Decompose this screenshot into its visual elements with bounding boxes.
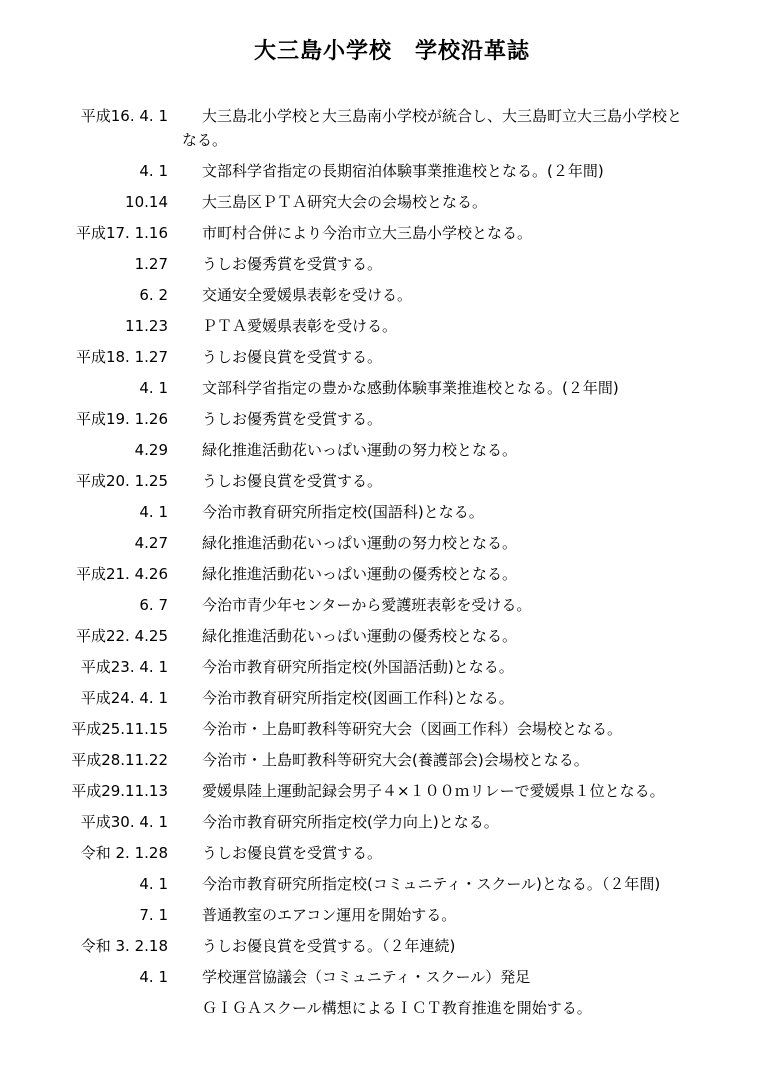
history-entry <box>0 104 784 159</box>
entry-text-main: 大三島北小学校と大三島南小学校が統合し、大三島町立大三島小学校と <box>202 107 683 125</box>
history-entry <box>0 624 784 655</box>
history-entry <box>0 469 784 500</box>
history-entry <box>0 438 784 469</box>
entry-text-main: 緑化推進活動花いっぱい運動の努力校となる。 <box>202 441 518 459</box>
entry-text <box>202 965 754 996</box>
history-entry <box>0 779 784 810</box>
entry-date: 平成22. 4.25 <box>75 627 168 645</box>
entry-date: 4. 1 <box>139 503 168 521</box>
entry-text <box>182 104 754 159</box>
entry-text-main: ＰＴＡ愛媛県表彰を受ける。 <box>202 317 398 335</box>
entry-text <box>202 252 754 283</box>
history-entry <box>0 376 784 407</box>
history-entry <box>0 562 784 593</box>
entry-date: 平成18. 1.27 <box>75 348 168 366</box>
entry-text-main: 今治市・上島町教科等研究大会(養護部会)会場校となる。 <box>202 751 589 769</box>
entry-text <box>202 841 754 872</box>
entry-text-main: 緑化推進活動花いっぱい運動の優秀校となる。 <box>202 627 518 645</box>
entry-text <box>202 190 754 221</box>
entry-date: 4. 1 <box>139 875 168 893</box>
entry-text <box>202 438 754 469</box>
history-entry <box>0 345 784 376</box>
entry-text-main: 緑化推進活動花いっぱい運動の努力校となる。 <box>202 534 518 552</box>
entry-date: 11.23 <box>125 317 168 335</box>
history-entry <box>0 965 784 996</box>
history-list <box>0 104 784 1027</box>
entry-text <box>202 500 754 531</box>
history-entry <box>0 717 784 748</box>
entry-text <box>202 314 754 345</box>
history-entry <box>0 314 784 345</box>
entry-date: 平成23. 4. 1 <box>80 658 168 676</box>
entry-date: 6. 7 <box>139 596 168 614</box>
entry-date: 平成24. 4. 1 <box>80 689 168 707</box>
entry-text-main: 市町村合併により今治市立大三島小学校となる。 <box>202 224 533 242</box>
entry-text-main: 愛媛県陸上運動記録会男子４×１００ｍリレーで愛媛県１位となる。 <box>202 782 665 800</box>
entry-date: 令和 2. 1.28 <box>80 844 168 862</box>
entry-text <box>202 562 754 593</box>
history-entry <box>0 903 784 934</box>
entry-date: 平成16. 4. 1 <box>80 107 168 125</box>
entry-text <box>202 531 754 562</box>
entry-text <box>202 407 754 438</box>
entry-text <box>202 779 754 810</box>
history-entry <box>0 996 784 1027</box>
entry-date: 平成19. 1.26 <box>75 410 168 428</box>
entry-date: 4.29 <box>134 441 168 459</box>
entry-text <box>202 686 754 717</box>
entry-text-main: 今治市青少年センターから愛護班表彰を受ける。 <box>202 596 532 614</box>
entry-text <box>202 345 754 376</box>
entry-date: 平成21. 4.26 <box>75 565 168 583</box>
page-title: 大三島小学校 学校沿革誌 <box>253 39 530 64</box>
entry-date: 4. 1 <box>139 379 168 397</box>
history-entry <box>0 159 784 190</box>
entry-text-main: ＧＩＧＡスクール構想によるＩＣＴ教育推進を開始する。 <box>202 999 592 1017</box>
entry-text-main: 今治市教育研究所指定校(図画工作科)となる。 <box>202 689 514 707</box>
entry-text-main: うしお優良賞を受賞する。 <box>202 348 383 366</box>
history-entry <box>0 500 784 531</box>
entry-text-main: 普通教室のエアコン運用を開始する。 <box>202 906 457 924</box>
entry-date: 7. 1 <box>139 906 168 924</box>
entry-date: 10.14 <box>125 193 168 211</box>
entry-text <box>202 748 754 779</box>
history-entry <box>0 686 784 717</box>
entry-date: 6. 2 <box>139 286 168 304</box>
entry-date: 4. 1 <box>139 968 168 986</box>
entry-text-main: 文部科学省指定の長期宿泊体験事業推進校となる。(２年間) <box>202 162 604 180</box>
history-entry <box>0 810 784 841</box>
entry-date: 平成30. 4. 1 <box>80 813 168 831</box>
history-entry <box>0 655 784 686</box>
entry-text-main: 今治市教育研究所指定校(外国語活動)となる。 <box>202 658 514 676</box>
entry-text <box>202 221 754 252</box>
entry-text-main: うしお優良賞を受賞する。 <box>202 844 383 862</box>
entry-date: 令和 3. 2.18 <box>80 937 168 955</box>
entry-date: 4. 1 <box>139 162 168 180</box>
history-entry <box>0 748 784 779</box>
entry-text-main: 大三島区ＰＴＡ研究大会の会場校となる。 <box>202 193 488 211</box>
entry-text-main: うしお優良賞を受賞する。 <box>202 472 383 490</box>
entry-text-main: 文部科学省指定の豊かな感動体験事業推進校となる。(２年間) <box>202 379 619 397</box>
entry-text <box>202 810 754 841</box>
entry-text <box>202 996 754 1027</box>
entry-text <box>202 593 754 624</box>
entry-date: 平成25.11.15 <box>71 720 168 738</box>
entry-date: 4.27 <box>134 534 168 552</box>
entry-date: 平成28.11.22 <box>71 751 168 769</box>
history-entry <box>0 252 784 283</box>
entry-text <box>202 717 754 748</box>
entry-text-main: 交通安全愛媛県表彰を受ける。 <box>202 286 413 304</box>
history-entry <box>0 841 784 872</box>
entry-text <box>202 159 754 190</box>
history-entry <box>0 221 784 252</box>
entry-date: 平成20. 1.25 <box>75 472 168 490</box>
entry-text-main: 学校運営協議会（コミュニティ・スクール）発足 <box>202 968 531 986</box>
entry-date: 平成17. 1.16 <box>75 224 168 242</box>
entry-text <box>202 934 754 965</box>
entry-text <box>202 469 754 500</box>
entry-text <box>202 903 754 934</box>
entry-text-main: 今治市教育研究所指定校(国語科)となる。 <box>202 503 484 521</box>
entry-text-main: うしお優秀賞を受賞する。 <box>202 255 383 273</box>
entry-text <box>202 624 754 655</box>
entry-date: 1.27 <box>134 255 168 273</box>
entry-text-main: うしお優良賞を受賞する。（２年連続) <box>202 937 456 955</box>
entry-text <box>202 655 754 686</box>
entry-text <box>202 283 754 314</box>
entry-text <box>202 376 754 407</box>
history-entry <box>0 283 784 314</box>
entry-text-main: 今治市・上島町教科等研究大会（図画工作科）会場校となる。 <box>202 720 623 738</box>
entry-text-main: 緑化推進活動花いっぱい運動の優秀校となる。 <box>202 565 518 583</box>
entry-text <box>202 872 754 903</box>
history-entry <box>0 593 784 624</box>
history-entry <box>0 407 784 438</box>
entry-text-main: 今治市教育研究所指定校(学力向上)となる。 <box>202 813 499 831</box>
history-entry <box>0 531 784 562</box>
entry-text-continuation: なる。 <box>182 131 228 149</box>
entry-text-main: うしお優秀賞を受賞する。 <box>202 410 383 428</box>
history-entry <box>0 934 784 965</box>
entry-date: 平成29.11.13 <box>71 782 168 800</box>
entry-text-main: 今治市教育研究所指定校(コミュニティ・スクール)となる。（２年間) <box>202 875 661 893</box>
history-entry <box>0 190 784 221</box>
history-entry <box>0 872 784 903</box>
